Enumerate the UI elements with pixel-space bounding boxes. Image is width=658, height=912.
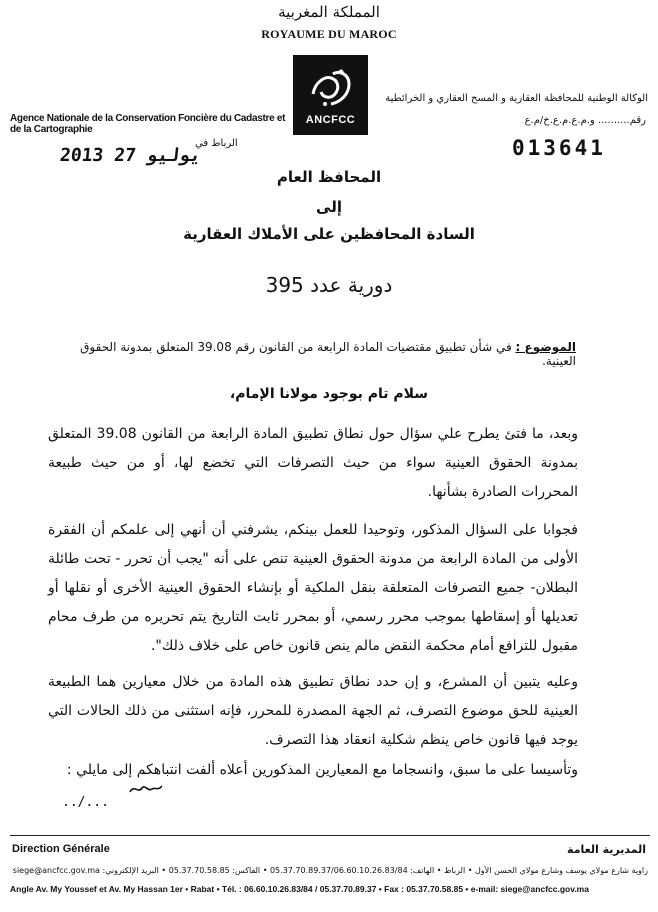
continued-marker: ../...: [62, 795, 109, 810]
paragraph-3: وعليه يتبين أن المشرع، و إن حدد نطاق تطبيق هذه المادة من خلال معيارين هما الطبيعة العينية للحق موضوع التصرف، ثم الجهة المصدرة للمحرر، فإنه استثنى من ذلك الحالات التي يوجد فيها قانون خاص ينظم شكلية انعقاد هذا التصرف.: [48, 674, 578, 748]
document-number: 013641: [512, 136, 606, 160]
ancfcc-logo: [293, 55, 368, 135]
footer-title-french: Direction Générale: [12, 843, 110, 855]
place-line: الرباط في: [195, 138, 238, 149]
circular-number: دورية عدد 395: [265, 273, 393, 297]
handwritten-mark-icon: [128, 780, 164, 796]
logo-emblem-icon: [305, 64, 357, 112]
recipients-title: السادة المحافظين على الأملاك العقارية: [183, 225, 475, 243]
date-stamp: 2013 يوليو 27: [58, 145, 203, 166]
subject-text: في شأن تطبيق مقتضيات المادة الرابعة من القانون رقم 39.08 المتعلق بمدونة الحقوق العينية.: [80, 340, 576, 368]
to-label: إلى: [316, 198, 342, 216]
agency-name-french: Agence Nationale de la Conservation Foncière du Cadastre et de la Cartographie: [10, 113, 286, 135]
reference-line: رقم.......... و.م.ع.م.ع.خ/م.ع: [524, 115, 646, 126]
footer-title-arabic: المديرية العامة: [567, 843, 646, 856]
kingdom-title-french: ROYAUME DU MAROC: [261, 27, 397, 41]
paragraph-1: وبعد، ما فتئ يطرح علي سؤال حول نطاق تطبيق المادة الرابعة من القانون 39.08 المتعلق بمدونة الحقوق العينية سواء من حيث التصرفات التي تخضع لها، أو من حيث طبيعة المحررات الصادرة بشأنها.: [48, 426, 578, 500]
greeting: سلام تام بوجود مولانا الإمام،: [229, 386, 429, 402]
footer-address-arabic: زاوية شارع مولاي يوسف وشارع مولاي الحسن الأول • الرباط • الهاتف: 05.37.70.89.37/06.60.10.26.83/84 • الفاكس: 05.37.70.58.85 • البريد الإلكتروني: siege@ancfcc.gov.ma: [12, 866, 648, 875]
paragraph-4: وتأسيسا على ما سبق، وانسجاما مع المعيارين المذكورين أعلاه ألفت انتباهكم إلى مايلي :: [66, 762, 578, 778]
agency-name-arabic: الوكالة الوطنية للمحافظة العقارية و المسح العقاري و الخرائطية: [385, 93, 648, 104]
kingdom-title-arabic: المملكة المغربية: [278, 3, 380, 21]
paragraph-2: فجوابا على السؤال المذكور، وتوحيدا للعمل بينكم، يشرفني أن أنهي إلى علمكم أن الفقرة الأولى من المادة الرابعة من مدونة الحقوق العينية تنص على أنه "يجب أن تحرر - تحت طائلة البطلان- جميع التصرفات المتعلقة بنقل الملكية أو بإنشاء الحقوق العينية الأخرى أو نقلها أو تعديلها أو إسقاطها بموجب محرر رسمي، أو بمحرر ثابت التاريخ يتم تحريره من طرف محام مقبول للترافع أمام محكمة النقض مالم ينص قانون خاص على خلاف ذلك".: [48, 522, 578, 654]
footer-address-french: Angle Av. My Youssef et Av. My Hassan 1er • Rabat • Tél. : 06.60.10.26.83/84 / 05.37.70.89.37 • Fax : 05.37.70.58.85 • e-mail: siege@ancfcc.gov.ma: [10, 884, 589, 894]
logo-text: ANCFCC: [305, 114, 356, 126]
subject-label: الموضوع :: [515, 340, 576, 354]
sender-title: المحافظ العام: [276, 168, 382, 186]
subject-line: [56, 340, 576, 368]
footer-divider: [10, 835, 650, 836]
